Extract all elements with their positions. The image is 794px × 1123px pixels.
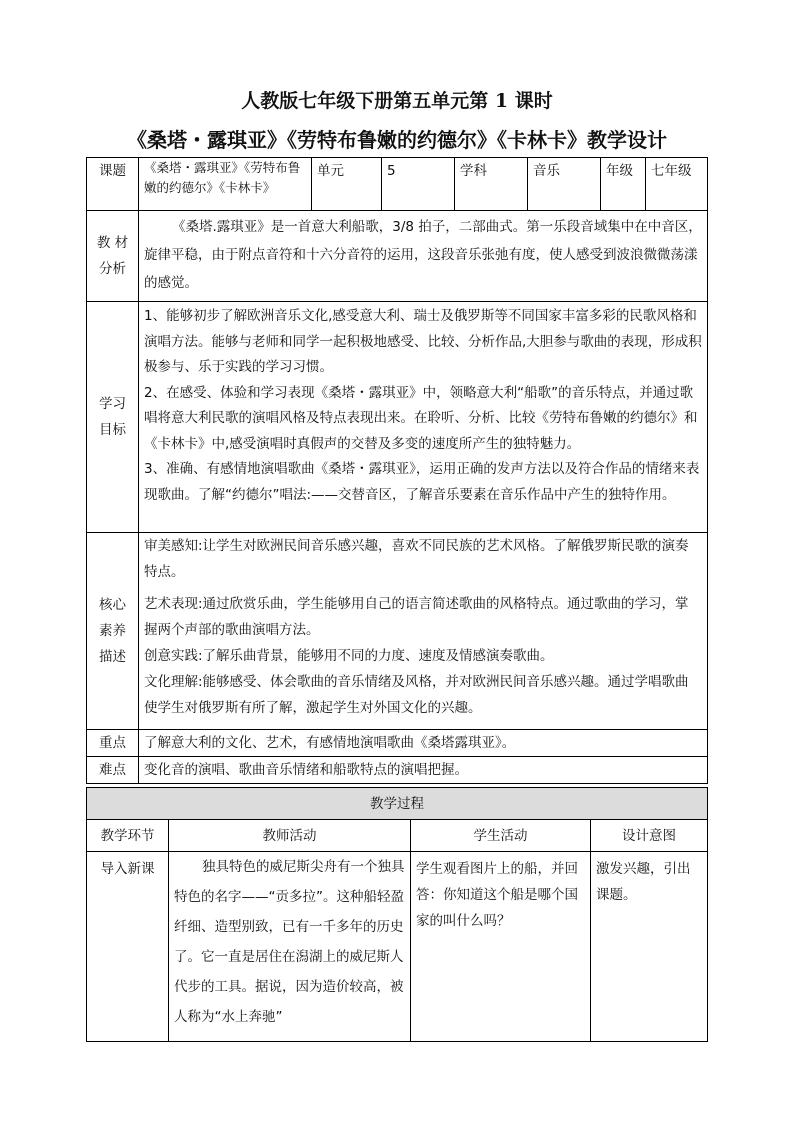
core-item: 艺术表现:通过欣赏乐曲，学生能够用自己的语言简述歌曲的风格特点。通过歌曲的学习，掌握两个声部的歌曲演唱方法。 (144, 596, 689, 638)
analysis-text: 《桑塔.露琪亚》是一首意大利船歌，3/8 拍子，二部曲式。第一乐段音域集中在中音区，旋律平稳，由于附点音符和十六分音符的运用，这段音乐张弛有度，使人感受到波浪微微荡漾的感觉。 (139, 211, 708, 302)
header-intent: 设计意图 (591, 820, 708, 852)
goal-item: 1、能够初步了解欧洲音乐文化,感受意大利、瑞士及俄罗斯等不同国家丰富多彩的民歌风格和演唱方法。能够与老师和同学一起积极地感受、比较、分析作品,大胆参与歌曲的表现，形成积极参与、乐于实践的学习习惯。 (144, 308, 702, 375)
stage-cell: 导入新课 (87, 852, 169, 1042)
grade-label: 年级 (601, 158, 646, 211)
core-label: 核心 素养 描述 (87, 533, 139, 730)
design-intent: 激发兴趣，引出课题。 (591, 852, 708, 1042)
core-item: 创意实践:了解乐曲背景，能够用不同的力度、速度及情感演奏歌曲。 (144, 648, 554, 664)
goal-item: 2、在感受、体验和学习表现《桑塔・露琪亚》中，领略意大利“船歌”的音乐特点，并通过歌唱将意大利民歌的演唱风格及特点表现出来。在聆听、分析、比较《劳特布鲁嫩的约德尔》和《卡林卡》中,感受演唱时真假声的交替及多变的速度所产生的独特魅力。 (144, 384, 698, 452)
difficulty-text: 变化音的演唱、歌曲音乐情绪和船歌特点的演唱把握。 (139, 757, 708, 784)
difficulty-label: 难点 (87, 757, 139, 784)
teacher-activity: 独具特色的威尼斯尖舟有一个独具特色的名字——“贡多拉”。这种船轻盈纤细、造型别致，已有一千多年的历史了。它一直是居住在潟湖上的威尼斯人代步的工具。据说，因为造价较高，被人称为“水上奔驰” (169, 852, 411, 1042)
subject-label: 学科 (455, 158, 528, 211)
core-content (139, 533, 708, 730)
lesson-label: 课题 (87, 158, 139, 211)
key-point-text: 了解意大利的文化、艺术，有感情地演唱歌曲《桑塔露琪亚》。 (139, 730, 708, 757)
document-title: 人教版七年级下册第五单元第 1 课时 (241, 90, 553, 112)
header-student: 学生活动 (411, 820, 591, 852)
goals-content (139, 302, 708, 533)
key-point-label: 重点 (87, 730, 139, 757)
subject-value: 音乐 (528, 158, 601, 211)
analysis-label: 教 材 分析 (87, 211, 139, 302)
lesson-value: 《桑塔・露琪亚》《劳特布鲁嫩的约德尔》《卡林卡》 (139, 158, 312, 211)
grade-value: 七年级 (646, 158, 708, 211)
core-item: 审美感知:让学生对欧洲民间音乐感兴趣，喜欢不同民族的艺术风格。了解俄罗斯民歌的演奏特点。 (144, 538, 689, 580)
student-activity: 学生观看图片上的船，并回答：你知道这个船是哪个国家的叫什么吗？ (411, 852, 591, 1042)
goal-item: 3、准确、有感情地演唱歌曲《桑塔・露琪亚》，运用正确的发声方法以及符合作品的情绪来表现歌曲。了解“约德尔”唱法:——交替音区，了解音乐要素在音乐作品中产生的独特作用。 (144, 461, 700, 503)
goals-label: 学习 目标 (87, 302, 139, 533)
core-item: 文化理解:能够感受、体会歌曲的音乐情绪及风格，并对欧洲民间音乐感兴趣。通过学唱歌曲使学生对俄罗斯有所了解，激起学生对外国文化的兴趣。 (144, 674, 689, 716)
process-title: 教学过程 (87, 788, 708, 820)
lesson-info-table (86, 157, 708, 784)
unit-label: 单元 (312, 158, 382, 211)
header-stage: 教学环节 (87, 820, 169, 852)
header-teacher: 教师活动 (169, 820, 411, 852)
unit-value: 5 (382, 158, 455, 211)
document-subtitle: 《桑塔・露琪亚》《劳特布鲁嫩的约德尔》《卡林卡》教学设计 (127, 128, 667, 152)
process-table (86, 787, 708, 1042)
